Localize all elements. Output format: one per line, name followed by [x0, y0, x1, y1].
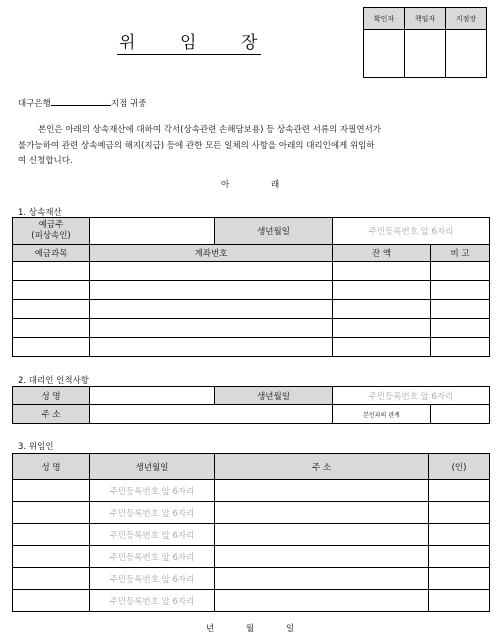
deposit-type-cell[interactable]	[13, 338, 90, 357]
col-deposit-type: 예금과목	[13, 245, 90, 262]
below-char-1: 아	[221, 180, 230, 190]
intro-line-3: 여 신청합니다.	[18, 156, 73, 166]
col-delegator-seal: (인)	[429, 454, 490, 480]
remarks-cell[interactable]	[431, 319, 490, 338]
table-row	[13, 262, 490, 281]
table-row	[13, 568, 490, 590]
delegator-birth-cell[interactable]: 주민등록번호 앞 6자리	[90, 568, 215, 590]
title-char-3: 장	[241, 33, 258, 53]
table-row	[13, 546, 490, 568]
agent-birth-cell[interactable]: 주민등록번호 앞 6자리	[333, 387, 490, 405]
account-number-cell[interactable]	[90, 338, 333, 357]
table-row	[13, 590, 490, 612]
agent-address-label: 주 소	[13, 405, 90, 424]
agent-relation-cell[interactable]	[431, 405, 490, 424]
document-title	[117, 32, 261, 55]
delegator-birth-cell[interactable]: 주민등록번호 앞 6자리	[90, 590, 215, 612]
approval-header-branch-head: 지점장	[446, 8, 487, 30]
delegator-birth-cell[interactable]: 주민등록번호 앞 6자리	[90, 480, 215, 502]
agent-table	[12, 386, 490, 424]
delegator-birth-cell[interactable]: 주민등록번호 앞 6자리	[90, 502, 215, 524]
col-delegator-name: 성 명	[13, 454, 90, 480]
delegator-name-cell[interactable]	[13, 568, 90, 590]
delegator-seal-cell[interactable]	[429, 590, 490, 612]
approval-header-manager: 책임자	[405, 8, 446, 30]
section3-title: 3. 위임인	[18, 442, 54, 452]
delegator-seal-cell[interactable]	[429, 502, 490, 524]
delegator-name-cell[interactable]	[13, 590, 90, 612]
estate-table	[12, 217, 490, 357]
below-char-2: 래	[271, 180, 280, 190]
delegator-birth-cell[interactable]: 주민등록번호 앞 6자리	[90, 546, 215, 568]
agent-relation-label: 본인과의 관계	[333, 405, 431, 424]
intro-line-2: 불가능하여 관련 상속예금의 해지(지급) 등에 관한 모든 일체의 사항을 아래의 대리인에게 위임하	[18, 140, 375, 151]
section1-title: 1. 상속재산	[18, 208, 62, 218]
depositor-name-cell[interactable]	[90, 218, 215, 245]
delegator-birth-cell[interactable]: 주민등록번호 앞 6자리	[90, 524, 215, 546]
depositor-birth-cell[interactable]: 주민등록번호 앞 6자리	[333, 218, 490, 245]
balance-cell[interactable]	[333, 319, 431, 338]
deposit-type-cell[interactable]	[13, 319, 90, 338]
account-number-cell[interactable]	[90, 300, 333, 319]
balance-cell[interactable]	[333, 281, 431, 300]
remarks-cell[interactable]	[431, 262, 490, 281]
approval-stamp-manager[interactable]	[405, 30, 446, 78]
bank-name: 대구은행	[18, 99, 51, 109]
col-delegator-birth: 생년월일	[90, 454, 215, 480]
delegator-address-cell[interactable]	[215, 546, 429, 568]
section2-title: 2. 대리인 인적사항	[18, 376, 89, 386]
deposit-type-cell[interactable]	[13, 281, 90, 300]
approval-header-checker: 확인자	[364, 8, 405, 30]
depositor-birth-label: 생년월일	[215, 218, 333, 245]
approval-stamp-branch-head[interactable]	[446, 30, 487, 78]
date-line	[206, 622, 326, 637]
deposit-type-cell[interactable]	[13, 262, 90, 281]
balance-cell[interactable]	[333, 262, 431, 281]
delegator-seal-cell[interactable]	[429, 524, 490, 546]
col-remarks: 비 고	[431, 245, 490, 262]
delegator-name-cell[interactable]	[13, 546, 90, 568]
delegator-name-cell[interactable]	[13, 480, 90, 502]
delegator-address-cell[interactable]	[215, 502, 429, 524]
remarks-cell[interactable]	[431, 281, 490, 300]
balance-cell[interactable]	[333, 300, 431, 319]
balance-cell[interactable]	[333, 338, 431, 357]
remarks-cell[interactable]	[431, 300, 490, 319]
depositor-label-line2: (피상속인)	[31, 231, 71, 241]
table-row	[13, 300, 490, 319]
addressee-line	[18, 95, 318, 113]
approval-box	[363, 7, 487, 78]
agent-name-cell[interactable]	[90, 387, 215, 405]
depositor-label-line1: 예금주	[38, 220, 64, 230]
delegator-name-cell[interactable]	[13, 524, 90, 546]
delegator-seal-cell[interactable]	[429, 546, 490, 568]
account-number-cell[interactable]	[90, 319, 333, 338]
date-year: 년	[206, 624, 215, 634]
table-row	[13, 338, 490, 357]
delegator-address-cell[interactable]	[215, 524, 429, 546]
delegator-address-cell[interactable]	[215, 590, 429, 612]
col-account-number: 계좌번호	[90, 245, 333, 262]
agent-birth-label: 생년월일	[215, 387, 333, 405]
table-row	[13, 480, 490, 502]
col-delegator-address: 주 소	[215, 454, 429, 480]
agent-address-cell[interactable]	[90, 405, 333, 424]
intro-line-1: 본인은 아래의 상속재산에 대하여 각서(상속관련 손해담보용) 등 상속관련 서류의 자필연서가	[38, 125, 381, 135]
remarks-cell[interactable]	[431, 338, 490, 357]
approval-stamp-checker[interactable]	[364, 30, 405, 78]
account-number-cell[interactable]	[90, 281, 333, 300]
delegator-address-cell[interactable]	[215, 480, 429, 502]
delegator-address-cell[interactable]	[215, 568, 429, 590]
delegator-seal-cell[interactable]	[429, 480, 490, 502]
branch-name-blank[interactable]	[51, 95, 111, 106]
table-row	[13, 502, 490, 524]
account-number-cell[interactable]	[90, 262, 333, 281]
delegator-name-cell[interactable]	[13, 502, 90, 524]
title-char-1: 위	[119, 33, 136, 53]
table-row	[13, 524, 490, 546]
depositor-label	[13, 218, 90, 245]
delegator-table	[12, 453, 490, 612]
date-month: 월	[246, 624, 255, 634]
delegator-seal-cell[interactable]	[429, 568, 490, 590]
deposit-type-cell[interactable]	[13, 300, 90, 319]
title-char-2: 임	[180, 33, 197, 53]
table-row	[13, 319, 490, 338]
table-row	[13, 281, 490, 300]
date-day: 일	[286, 624, 295, 634]
branch-suffix: 지점 귀중	[110, 99, 147, 109]
col-balance: 잔 액	[333, 245, 431, 262]
intro-paragraph	[18, 123, 488, 170]
agent-name-label: 성 명	[13, 387, 90, 405]
